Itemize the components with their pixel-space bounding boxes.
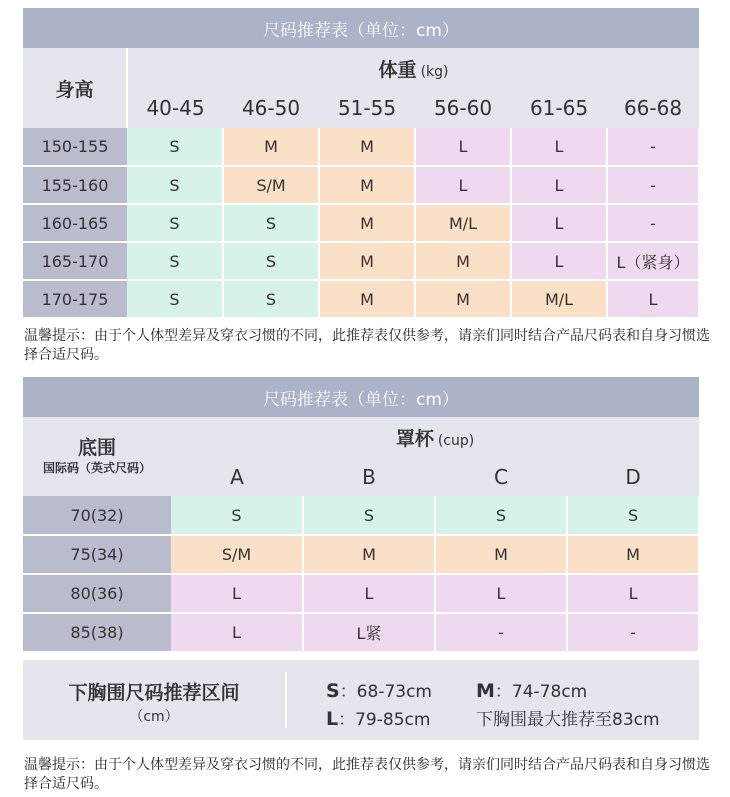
- row-label: 170-175: [23, 280, 127, 318]
- row-label: 85(38): [23, 613, 171, 652]
- weight-header-label: 体重: [378, 58, 417, 81]
- size-m-key: M: [476, 680, 495, 702]
- underbust-header-sublabel: 国际码（英式尺码）: [42, 460, 151, 475]
- size-cell: L（紧身）: [607, 242, 699, 280]
- table-row: [23, 128, 699, 166]
- size-cell: M: [567, 535, 699, 574]
- size-cell: S/M: [171, 535, 303, 574]
- size-cell: L: [435, 574, 567, 613]
- weight-column-header: 46-50: [223, 88, 319, 128]
- max-underbust-note: 下胸围最大推荐至83cm: [476, 710, 660, 730]
- size-m-value: ：74-78cm: [494, 682, 588, 702]
- row-label: 155-160: [23, 166, 127, 204]
- row-label: 80(36): [23, 574, 171, 613]
- size-cell: L: [415, 128, 511, 166]
- table2-body: [23, 496, 699, 652]
- size-cell: L: [171, 613, 303, 652]
- weight-column-header: 56-60: [415, 88, 511, 128]
- size-cell: -: [567, 613, 699, 652]
- underbust-range-unit: （cm）: [129, 709, 179, 725]
- row-label: 165-170: [23, 242, 127, 280]
- size-cell: -: [435, 613, 567, 652]
- cup-column-header: A: [171, 457, 303, 496]
- cup-column-header: B: [303, 457, 435, 496]
- size-s-range: [326, 677, 432, 702]
- table-row: [23, 166, 699, 204]
- size-l-key: L: [326, 708, 339, 730]
- size-s-value: ：68-73cm: [339, 682, 432, 702]
- size-cell: -: [607, 128, 699, 166]
- table1-caption: 尺码推荐表（单位：cm）: [23, 8, 699, 48]
- cup-header-label: 罩杯: [395, 427, 434, 450]
- size-cell: -: [607, 166, 699, 204]
- size-cell: M: [319, 242, 415, 280]
- size-cell: M: [415, 280, 511, 318]
- size-m-range: [476, 677, 587, 702]
- size-cell: S/M: [223, 166, 319, 204]
- table-row: [23, 280, 699, 318]
- size-cell: S: [127, 204, 223, 242]
- weight-column-header: 61-65: [511, 88, 607, 128]
- size-cell: L: [415, 166, 511, 204]
- size-cell: L: [511, 166, 607, 204]
- size-cell: -: [607, 204, 699, 242]
- size-cell: M: [415, 242, 511, 280]
- size-cell: M: [435, 535, 567, 574]
- tip-note-1: 温馨提示：由于个人体型差异及穿衣习惯的不同，此推荐表仅供参考，请亲们同时结合产品尺码表和自身习惯选择合适尺码。: [24, 328, 710, 363]
- table-row: [23, 204, 699, 242]
- table-row: [23, 535, 699, 574]
- size-cell: S: [223, 242, 319, 280]
- size-cell: M: [303, 535, 435, 574]
- underbust-cup-size-table: [23, 377, 700, 653]
- size-cell: L: [171, 574, 303, 613]
- size-cell: L: [511, 128, 607, 166]
- row-label: 70(32): [23, 496, 171, 535]
- cup-header: [171, 417, 699, 457]
- row-label: 75(34): [23, 535, 171, 574]
- size-cell: M: [319, 204, 415, 242]
- tip-note-2: 温馨提示：由于个人体型差异及穿衣习惯的不同，此推荐表仅供参考，请亲们同时结合产品尺码表和自身习惯选择合适尺码。: [24, 757, 710, 792]
- row-label: 150-155: [23, 128, 127, 166]
- row-label: 160-165: [23, 204, 127, 242]
- size-cell: L: [607, 280, 699, 318]
- size-cell: S: [127, 242, 223, 280]
- weight-column-header: 51-55: [319, 88, 415, 128]
- table2-caption: 尺码推荐表（单位：cm）: [23, 377, 699, 417]
- weight-column-header: 66-68: [607, 88, 699, 128]
- underbust-header-label: 底围: [77, 436, 116, 459]
- size-cell: L: [511, 204, 607, 242]
- height-header: 身高: [23, 48, 127, 128]
- band-divider: [285, 672, 287, 728]
- size-cell: M: [319, 128, 415, 166]
- size-cell: M: [223, 128, 319, 166]
- size-cell: L紧: [303, 613, 435, 652]
- size-cell: S: [303, 496, 435, 535]
- underbust-range-title: 下胸围尺码推荐区间: [68, 682, 240, 704]
- weight-header: [127, 48, 699, 88]
- underbust-header: [23, 417, 171, 496]
- underbust-range-band: [23, 660, 699, 740]
- size-cell: M: [319, 280, 415, 318]
- size-l-value: ：79-85cm: [338, 710, 431, 730]
- size-cell: S: [127, 280, 223, 318]
- size-cell: M: [319, 166, 415, 204]
- size-cell: S: [435, 496, 567, 535]
- size-cell: S: [127, 166, 223, 204]
- size-cell: L: [567, 574, 699, 613]
- cup-unit: (cup): [437, 432, 475, 449]
- size-cell: S: [171, 496, 303, 535]
- size-cell: L: [303, 574, 435, 613]
- size-s-key: S: [326, 680, 340, 702]
- weight-height-size-table: [23, 8, 700, 319]
- weight-unit: (kg): [420, 63, 449, 80]
- size-cell: M/L: [511, 280, 607, 318]
- cup-column-header: C: [435, 457, 567, 496]
- table-row: [23, 242, 699, 280]
- weight-column-header: 40-45: [127, 88, 223, 128]
- size-cell: S: [127, 128, 223, 166]
- table1-body: [23, 128, 699, 318]
- size-cell: S: [223, 280, 319, 318]
- size-cell: M/L: [415, 204, 511, 242]
- table-row: [23, 613, 699, 652]
- size-l-range: [326, 705, 430, 730]
- size-cell: L: [511, 242, 607, 280]
- cup-column-header: D: [567, 457, 699, 496]
- size-cell: S: [567, 496, 699, 535]
- table-row: [23, 496, 699, 535]
- size-cell: S: [223, 204, 319, 242]
- table-row: [23, 574, 699, 613]
